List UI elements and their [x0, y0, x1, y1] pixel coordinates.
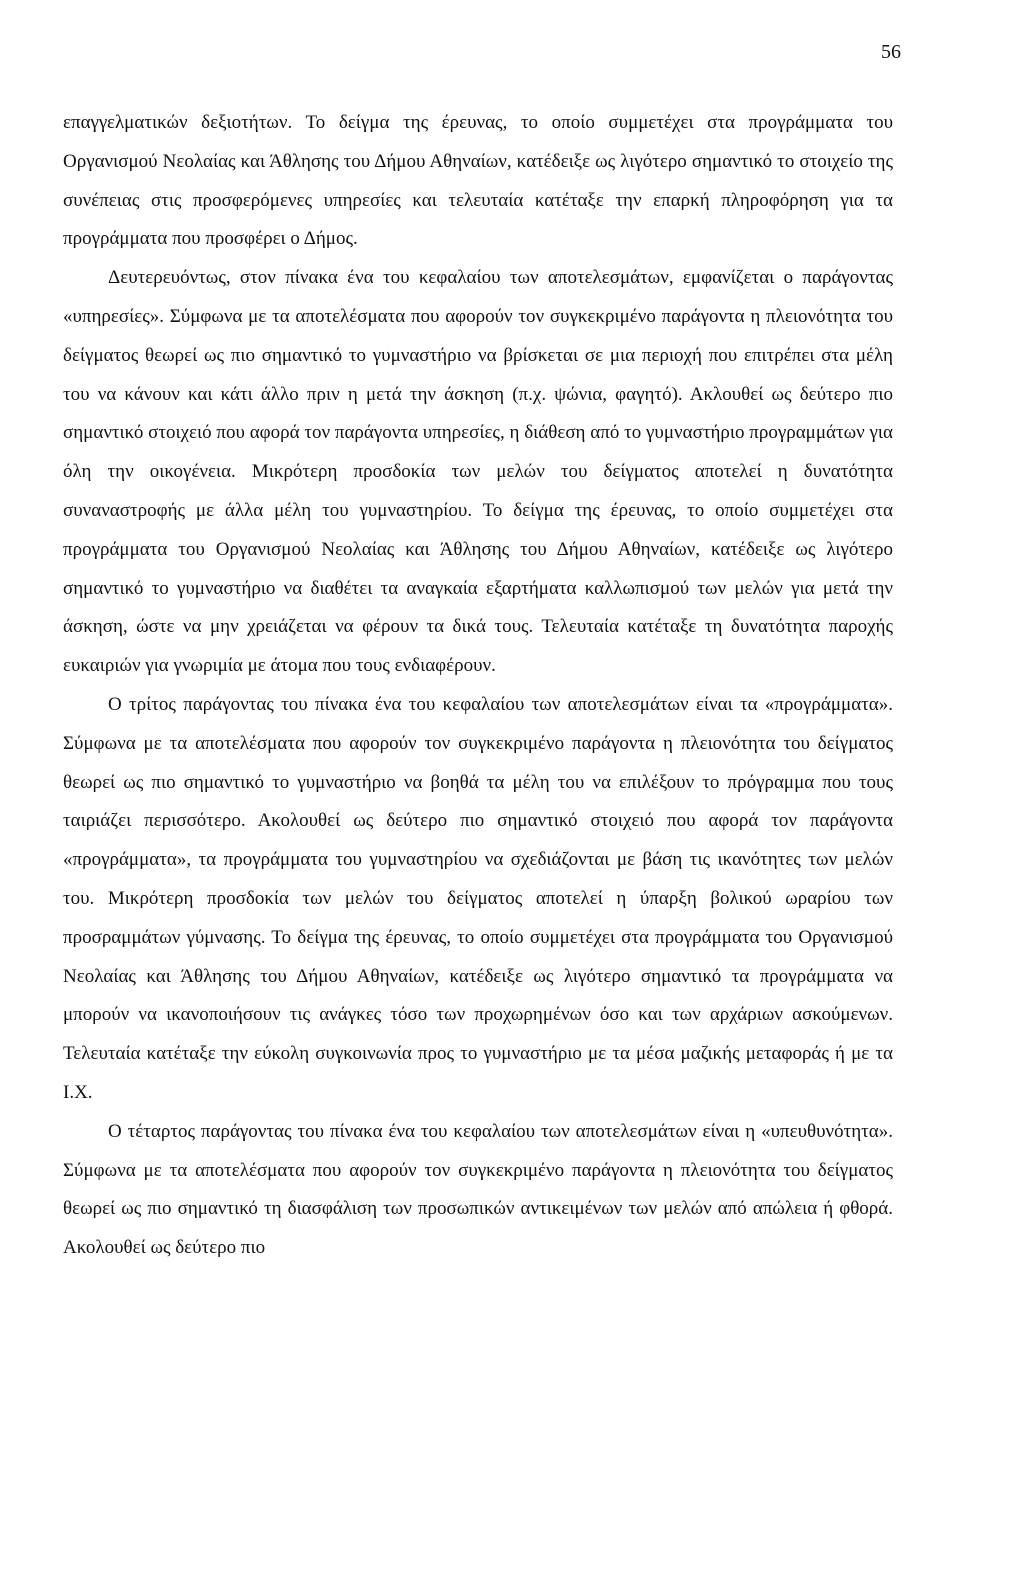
paragraph-services: Δευτερευόντως, στον πίνακα ένα του κεφαλαίου των αποτελεσμάτων, εμφανίζεται ο παράγοντας «υπηρεσίες». Σύμφωνα με τα αποτελέσματα που αφορούν τον συγκεκριμένο παράγοντα η πλειονότητα του δείγματος θεωρεί ως πιο σημαντικό το γυμναστήριο να βρίσκεται σε μια περιοχή που επιτρέπει στα μέλη του να κάνουν και κάτι άλλο πριν η μετά την άσκηση (π.χ. ψώνια, φαγητό). Ακλουθεί ως δεύτερο πιο σημαντικό στοιχειό που αφορά τον παράγοντα υπηρεσίες, η διάθεση από το γυμναστήριο προγραμμάτων για όλη την οικογένεια. Μικρότερη προσδοκία των μελών του δείγματος αποτελεί η δυνατότητα συναναστροφής με άλλα μέλη του γυμναστηρίου. Το δείγμα της έρευνας, το οποίο συμμετέχει στα προγράμματα του Οργανισμού Νεολαίας και Άθλησης του Δήμου Αθηναίων, κατέδειξε ως λιγότερο σημαντικό το γυμναστήριο να διαθέτει τα αναγκαία εξαρτήματα καλλωπισμού των μελών για μετά την άσκηση, ώστε να μην χρειάζεται να φέρουν τα δικά τους. Τελευταία κατέταξε τη δυνατότητα παροχής ευκαιριών για γνωριμία με άτομα που τους ενδιαφέρουν. [63, 267, 893, 677]
paragraph-programs: Ο τρίτος παράγοντας του πίνακα ένα του κεφαλαίου των αποτελεσμάτων είναι τα «προγράμματα». Σύμφωνα με τα αποτελέσματα που αφορούν τον συγκεκριμένο παράγοντα η πλειονότητα του δείγματος θεωρεί ως πιο σημαντικό το γυμναστήριο να βοηθά τα μέλη του να επιλέξουν το πρόγραμμα που τους ταιριάζει περισσότερο. Ακολουθεί ως δεύτερο πιο σημαντικό στοιχειό που αφορά τον παράγοντα «προγράμματα», τα προγράμματα του γυμναστηρίου να σχεδιάζονται με βάση τις ικανότητες των μελών του. Μικρότερη προσδοκία των μελών του δείγματος αποτελεί η ύπαρξη βολικού ωραρίου των προσραμμάτων γύμνασης. Το δείγμα της έρευνας, το οποίο συμμετέχει στα προγράμματα του Οργανισμού Νεολαίας και Άθλησης του Δήμου Αθηναίων, κατέδειξε ως λιγότερο σημαντικό τα προγράμματα να μπορούν να ικανοποιήσουν τις ανάγκες τόσο των προχωρημένων όσο και των αρχάριων ασκούμενων. Τελευταία κατέταξε την εύκολη συγκοινωνία προς το γυμναστήριο με τα μέσα μαζικής μεταφοράς ή με τα Ι.Χ. [63, 693, 893, 1103]
paragraph-responsibility: Ο τέταρτος παράγοντας του πίνακα ένα του κεφαλαίου των αποτελεσμάτων είναι η «υπευθυνότητα». Σύμφωνα με τα αποτελέσματα που αφορούν τον συγκεκριμένο παράγοντα η πλειονότητα του δείγματος θεωρεί ως πιο σημαντικό τη διασφάλιση των προσωπικών αντικειμένων των μελών από απώλεια ή φθορά. Ακολουθεί ως δεύτερο πιο [63, 1120, 893, 1259]
page-number: 56 [881, 41, 901, 63]
paragraph-continued: επαγγελματικών δεξιοτήτων. Το δείγμα της έρευνας, το οποίο συμμετέχει στα προγράμματα του Οργανισμού Νεολαίας και Άθλησης του Δήμου Αθηναίων, κατέδειξε ως λιγότερο σημαντικό το στοιχείο της συνέπειας στις προσφερόμενες υπηρεσίες και τελευταία κατέταξε την επαρκή πληροφόρηση για τα προγράμματα που προσφέρει ο Δήμος. [63, 112, 893, 250]
document-body [63, 104, 893, 1268]
